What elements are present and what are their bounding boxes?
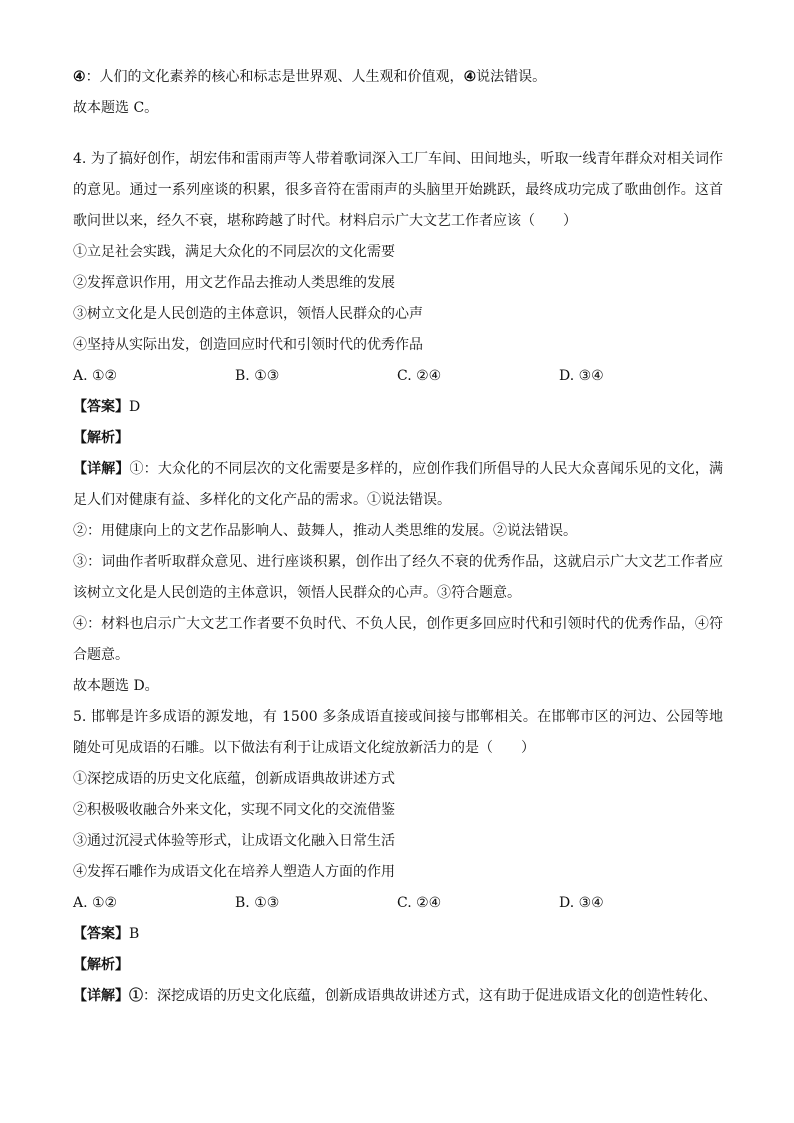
- choice-c: C. ②④: [397, 895, 442, 911]
- choice-b: B. ①③: [235, 895, 280, 911]
- question-5-stem: 5. 邯郸是许多成语的源发地，有 1500 多条成语直接或间接与邯郸相关。在邯郸市区的河边、公园等地随处可见成语的石雕。以下做法有利于让成语文化绽放新活力的是（ ）: [73, 709, 723, 756]
- question-5-choices: [73, 888, 723, 919]
- question-4-option-4: ④坚持从实际出发，创造回应时代和引领时代的优秀作品: [73, 337, 423, 353]
- question-4-detail-1: [73, 454, 723, 516]
- question-4-conclusion: 故本题选 D。: [73, 678, 159, 694]
- choice-d: D. ③④: [559, 368, 604, 384]
- question-5-option-1: ①深挖成语的历史文化底蕴，创新成语典故讲述方式: [73, 771, 395, 787]
- choice-b: B. ①③: [235, 368, 280, 384]
- question-5-option-2: ②积极吸收融合外来文化，实现不同文化的交流借鉴: [73, 802, 395, 818]
- document-page: [73, 62, 723, 1012]
- choice-a: A. ①②: [73, 895, 118, 911]
- question-5-option-3: ③通过沉浸式体验等形式，让成语文化融入日常生活: [73, 833, 395, 849]
- question-4-detail-4: ④：材料也启示广大文艺工作者要不负时代、不负人民，创作更多回应时代和引领时代的优秀作品，④符合题意。: [73, 616, 723, 663]
- question-4-option-2: ②发挥意识作用，用文艺作品去推动人类思维的发展: [73, 275, 395, 291]
- item-marker: ④: [463, 69, 477, 85]
- detail-text: ：深挖成语的历史文化底蕴，创新成语典故讲述方式，这有助于促进成语文化的创造性转化、: [143, 988, 717, 1004]
- analysis-text: 说法错误。: [476, 69, 547, 85]
- item-marker: ①: [129, 988, 143, 1004]
- question-4-analysis-label: 【解析】: [73, 430, 129, 446]
- prev-conclusion: 故本题选 C。: [73, 100, 159, 116]
- detail-text: ①：大众化的不同层次的文化需要是多样的，应创作我们所倡导的人民大众喜闻乐见的文化，满足人们对健康有益、多样化的文化产品的需求。①说法错误。: [73, 461, 724, 508]
- detail-label: 【详解】: [73, 988, 129, 1004]
- question-5-option-4: ④发挥石雕作为成语文化在培养人塑造人方面的作用: [73, 864, 395, 880]
- choice-c: C. ②④: [397, 368, 442, 384]
- analysis-text: ：人们的文化素养的核心和标志是世界观、人生观和价值观，: [85, 69, 464, 85]
- answer-label: 【答案】: [73, 926, 129, 942]
- question-5-analysis-label: 【解析】: [73, 957, 129, 973]
- choice-a: A. ①②: [73, 368, 118, 384]
- question-5-detail-1: [73, 981, 723, 1012]
- detail-label: 【详解】: [73, 461, 130, 477]
- answer-value: D: [129, 399, 141, 415]
- spacer: [73, 124, 723, 144]
- question-4-option-3: ③树立文化是人民创造的主体意识，领悟人民群众的心声: [73, 306, 423, 322]
- question-4-answer: [73, 392, 723, 423]
- answer-value: B: [129, 926, 140, 942]
- question-5-answer: [73, 919, 723, 950]
- question-4-choices: [73, 361, 723, 392]
- question-4-stem: 4. 为了搞好创作，胡宏伟和雷雨声等人带着歌词深入工厂车间、田间地头，听取一线青年群众对相关词作的意见。通过一系列座谈的积累，很多音符在雷雨声的头脑里开始跳跃，最终成功完成了歌曲创作。这首歌问世以来，经久不衰，堪称跨越了时代。材料启示广大文艺工作者应该（ ）: [73, 151, 723, 229]
- question-4-detail-2: ②：用健康向上的文艺作品影响人、鼓舞人，推动人类思维的发展。②说法错误。: [73, 523, 577, 539]
- question-4-detail-3: ③：词曲作者听取群众意见、进行座谈积累，创作出了经久不衰的优秀作品，这就启示广大文艺工作者应该树立文化是人民创造的主体意识，领悟人民群众的心声。③符合题意。: [73, 554, 723, 601]
- answer-label: 【答案】: [73, 399, 129, 415]
- prev-analysis-line-4: [73, 62, 723, 93]
- question-4-option-1: ①立足社会实践，满足大众化的不同层次的文化需要: [73, 244, 395, 260]
- item-marker: ④: [73, 69, 86, 85]
- choice-d: D. ③④: [559, 895, 604, 911]
